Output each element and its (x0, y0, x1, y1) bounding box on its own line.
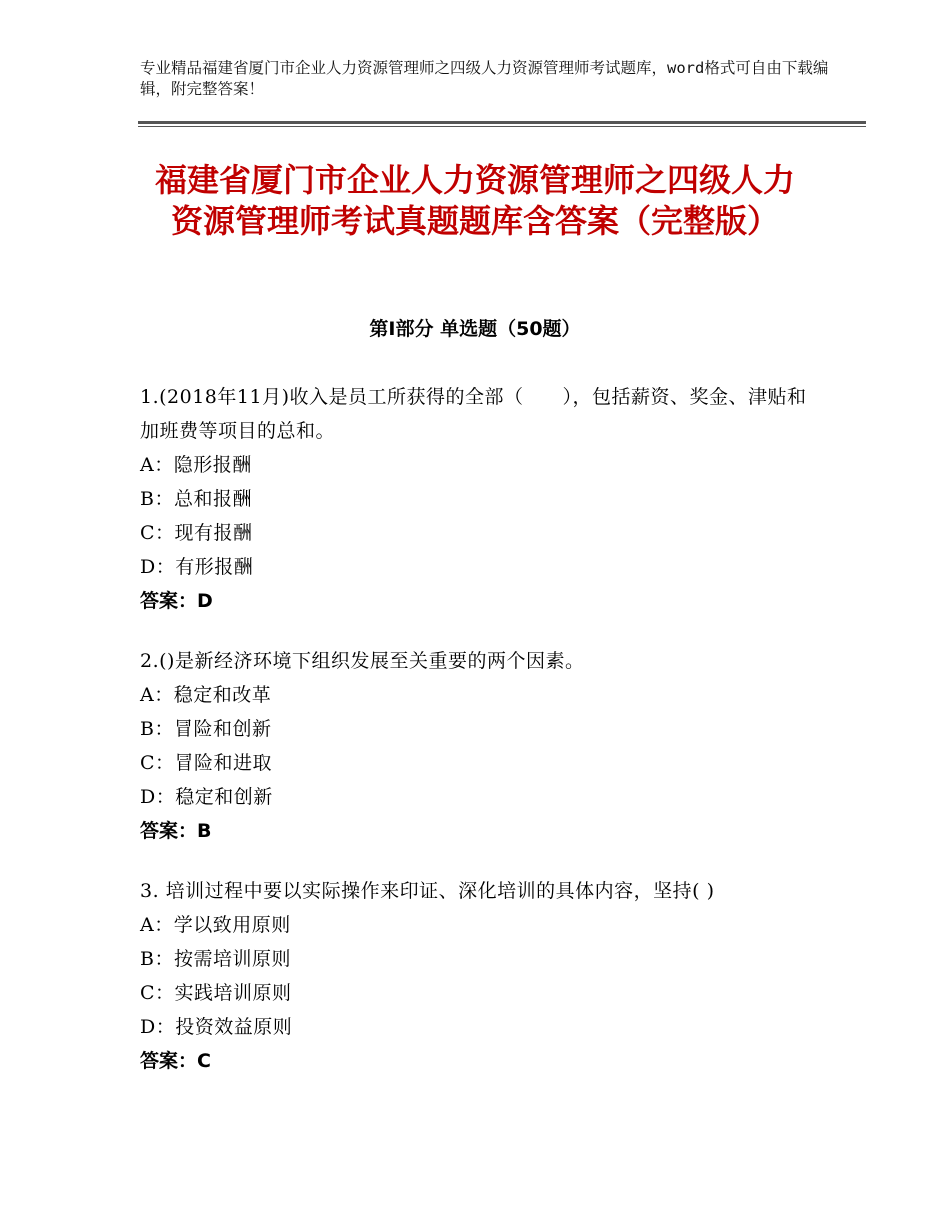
answer-line: 答案：C (140, 1050, 211, 1072)
option-b: B：按需培训原则 (140, 948, 291, 970)
header-note: 专业精品福建省厦门市企业人力资源管理师之四级人力资源管理师考试题库，word格式可自由下载编辑，附完整答案！ (140, 59, 829, 98)
answer-line: 答案：B (140, 820, 212, 842)
question-2 (140, 644, 820, 848)
option-c: C：冒险和进取 (140, 752, 273, 774)
question-stem: 3. 培训过程中要以实际操作来印证、深化培训的具体内容，坚持( ) (140, 880, 715, 902)
option-a: A：稳定和改革 (140, 684, 272, 706)
document-title: 福建省厦门市企业人力资源管理师之四级人力资源管理师考试真题题库含答案（完整版） (154, 161, 795, 240)
section-title: 第Ⅰ部分 单选题（50题） (369, 318, 581, 340)
option-c: C：实践培训原则 (140, 982, 292, 1004)
option-d: D：稳定和创新 (140, 786, 273, 808)
header-rule-thin (138, 126, 866, 127)
answer-line: 答案：D (140, 590, 213, 612)
option-d: D：投资效益原则 (140, 1016, 293, 1038)
option-c: C：现有报酬 (140, 522, 253, 544)
option-a: A：学以致用原则 (140, 914, 291, 936)
question-1 (140, 380, 820, 618)
option-d: D：有形报酬 (140, 556, 254, 578)
question-stem: 2.()是新经济环境下组织发展至关重要的两个因素。 (140, 650, 585, 672)
option-b: B：总和报酬 (140, 488, 252, 510)
option-b: B：冒险和创新 (140, 718, 272, 740)
question-3 (140, 874, 820, 1078)
option-a: A：隐形报酬 (140, 454, 252, 476)
question-stem: 1.(2018年11月)收入是员工所获得的全部（ ），包括薪资、奖金、津贴和加班费等项目的总和。 (140, 386, 807, 442)
header-rule-thick (138, 121, 866, 124)
question-list (140, 380, 820, 1104)
